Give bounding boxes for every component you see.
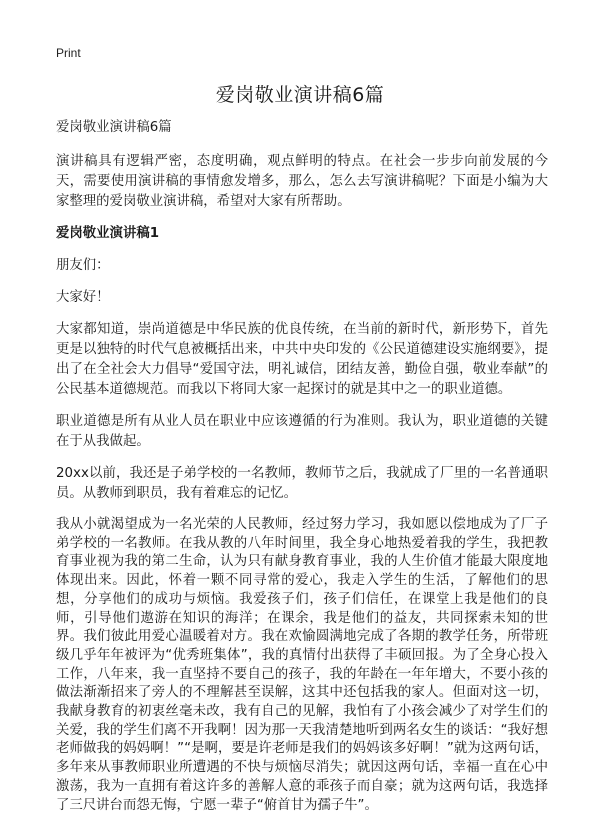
document-body [56, 118, 548, 827]
body-paragraph: 大家都知道，崇尚道德是中华民族的优良传统，在当前的新时代，新形势下，首先更是以独特的时代气息被概括出来，中共中央印发的《公民道德建设实施纲要》，提出了在全社会大力倡导“爱国守法，明礼诚信，团结友善，勤俭自强，敬业奉献”的公民基本道德规范。而我以下将同大家一起探讨的就是其中之一的职业道德。 [56, 322, 548, 397]
greeting-line: 朋友们： [56, 258, 110, 273]
document-subtitle: 爱岗敬业演讲稿6篇 [56, 120, 172, 135]
body-paragraph: 20xx以前，我还是子弟学校的一名教师，教师节之后，我就成了厂里的一名普通职员。从教师到职员，我有着难忘的记忆。 [56, 466, 548, 501]
body-paragraph: 我从小就渴望成为一名光荣的人民教师，经过努力学习，我如愿以偿地成为了厂子弟学校的一名教师。在我从教的八年时间里，我全身心地热爱着我的学生，我把教育事业视为我的第二生命，认为只有献身教育事业，我的人生价值才能最大限度地体现出来。因此，怀着一颗不同寻常的爱心，我走入学生的生活，了解他们的思想，分享他们的成功与烦恼。我爱孩子们，孩子们信任，在课堂上我是他们的良师，引导他们遨游在知识的海洋；在课余，我是他们的益友，共同探索未知的世界。我们彼此用爱心温暖着对方。我在欢愉圆满地完成了各期的教学任务，所带班级几乎年年被评为“优秀班集体”，我的真情付出获得了丰硕回报。为了全身心投入工作，八年来，我一直坚持不要自己的孩子，我的年龄在一年年增大，不要小孩的做法渐渐招来了旁人的不理解甚至误解，这其中还包括我的家人。但面对这一切，我献身教育的初衷丝毫未改，我有自己的见解，我怕有了小孩会减少了对学生们的关爱，我的学生们离不开我啊！因为那一天我清楚地听到两名女生的谈话：“我好想老师做我的妈妈啊！”“是啊，要是许老师是我们的妈妈该多好啊！”就为这两句话，多年来从事教师职业所遭遇的不快与烦恼尽消失；就因这两句话，幸福一直在心中激荡，我为一直拥有着这许多的善解人意的乖孩子而自豪；就为这两句话，我选择了三尺讲台而怨无悔，宁愿一辈子“俯首甘为孺子牛”。 [56, 517, 548, 813]
intro-paragraph: 演讲稿具有逻辑严密，态度明确，观点鲜明的特点。在社会一步步向前发展的今天，需要使用演讲稿的事情愈发增多，那么，怎么去写演讲稿呢？下面是小编为大家整理的爱岗敬业演讲稿，希望对大家有所帮助。 [56, 154, 548, 209]
body-paragraph: 职业道德是所有从业人员在职业中应该遵循的行为准则。我认为，职业道德的关键在于从我做起。 [56, 414, 548, 449]
print-label: Print [56, 46, 81, 60]
section-heading: 爱岗敬业演讲稿1 [56, 226, 160, 241]
greeting-line: 大家好！ [56, 290, 110, 305]
document-title: 爱岗敬业演讲稿6篇 [215, 84, 385, 106]
